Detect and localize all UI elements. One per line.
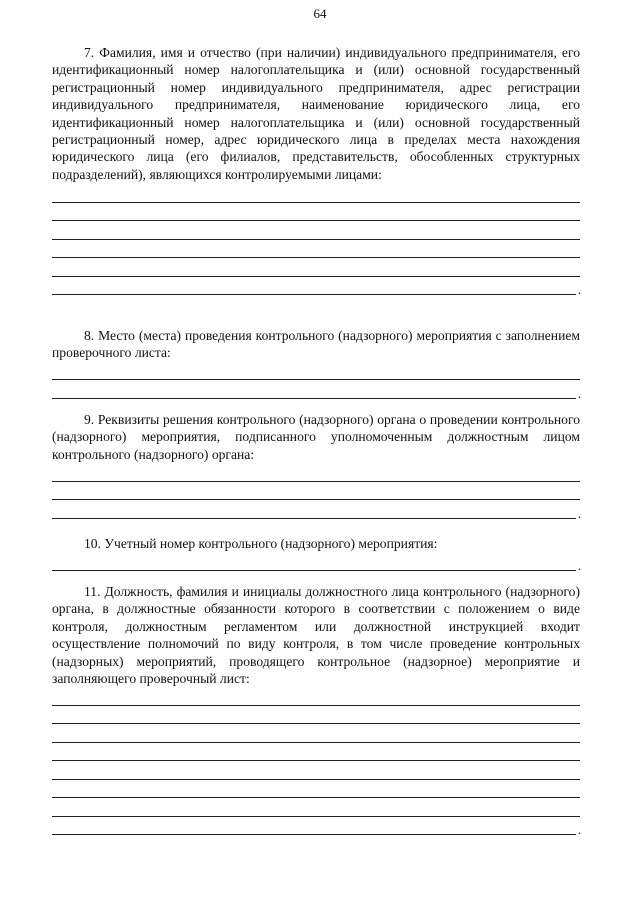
item-7-text: 7. Фамилия, имя и отчество (при наличии) индивидуального предпринимателя, его идентификационный номер налогоплательщика и (или) основной государственный регистрационный номер индивидуального предпринимателя, адрес регистрации индивидуального предпринимателя, наименование юридического лица, его идентификационный номер налогоплательщика и (или) основной государственный регистрационный номер, адрес юридического лица в пределах места нахождения юридического лица (его филиалов, представительств, обособленных структурных подразделений), являющихся контролируемыми лицами: [52,45,580,182]
fill-line[interactable] [52,687,580,706]
fill-line[interactable] [52,203,580,222]
fill-line[interactable] [52,817,576,836]
item-9-fill-lines [52,463,580,519]
item-7-fill-lines [52,184,580,295]
item-10-text: 10. Учетный номер контрольного (надзорного) мероприятия: [84,536,438,551]
fill-line[interactable] [52,500,576,519]
item-8-text: 8. Место (места) проведения контрольного (надзорного) мероприятия с заполнением проверочного листа: [52,328,580,361]
fill-line[interactable] [52,258,580,277]
fill-line[interactable] [52,706,580,725]
fill-line[interactable] [52,240,580,259]
fill-line[interactable] [52,552,576,571]
section-item-7 [52,44,580,295]
fill-line[interactable] [52,798,580,817]
fill-line[interactable] [52,184,580,203]
fill-line[interactable] [52,362,580,381]
section-item-8 [52,327,580,399]
section-item-11 [52,583,580,835]
fill-line[interactable] [52,380,576,399]
fill-line[interactable] [52,780,580,799]
fill-line[interactable] [52,221,580,240]
fill-line[interactable] [52,277,576,296]
section-item-10 [52,535,580,571]
item-9-text: 9. Реквизиты решения контрольного (надзорного) органа о проведении контрольного (надзорного) мероприятия, подписанного уполномоченным должностным лицом контрольного (надзорного) органа: [52,412,580,462]
page-number: 64 [313,6,327,21]
fill-line[interactable] [52,761,580,780]
fill-line[interactable] [52,463,580,482]
fill-line[interactable] [52,724,580,743]
item-11-fill-lines [52,687,580,835]
section-item-9 [52,411,580,519]
item-8-fill-lines [52,362,580,399]
item-11-text: 11. Должность, фамилия и инициалы должностного лица контрольного (надзорного) органа, в должностные обязанности которого в соответствии с положением о виде контроля, должностным регламентом или должностной инструкцией входит осуществление полномочий по виду контроля, в том числе проведение контрольных (надзорных) мероприятий, проводящего контрольное (надзорное) мероприятие и заполняющего проверочный лист: [52,584,580,687]
fill-line[interactable] [52,482,580,501]
fill-line[interactable] [52,743,580,762]
item-10-fill-lines [52,552,580,571]
